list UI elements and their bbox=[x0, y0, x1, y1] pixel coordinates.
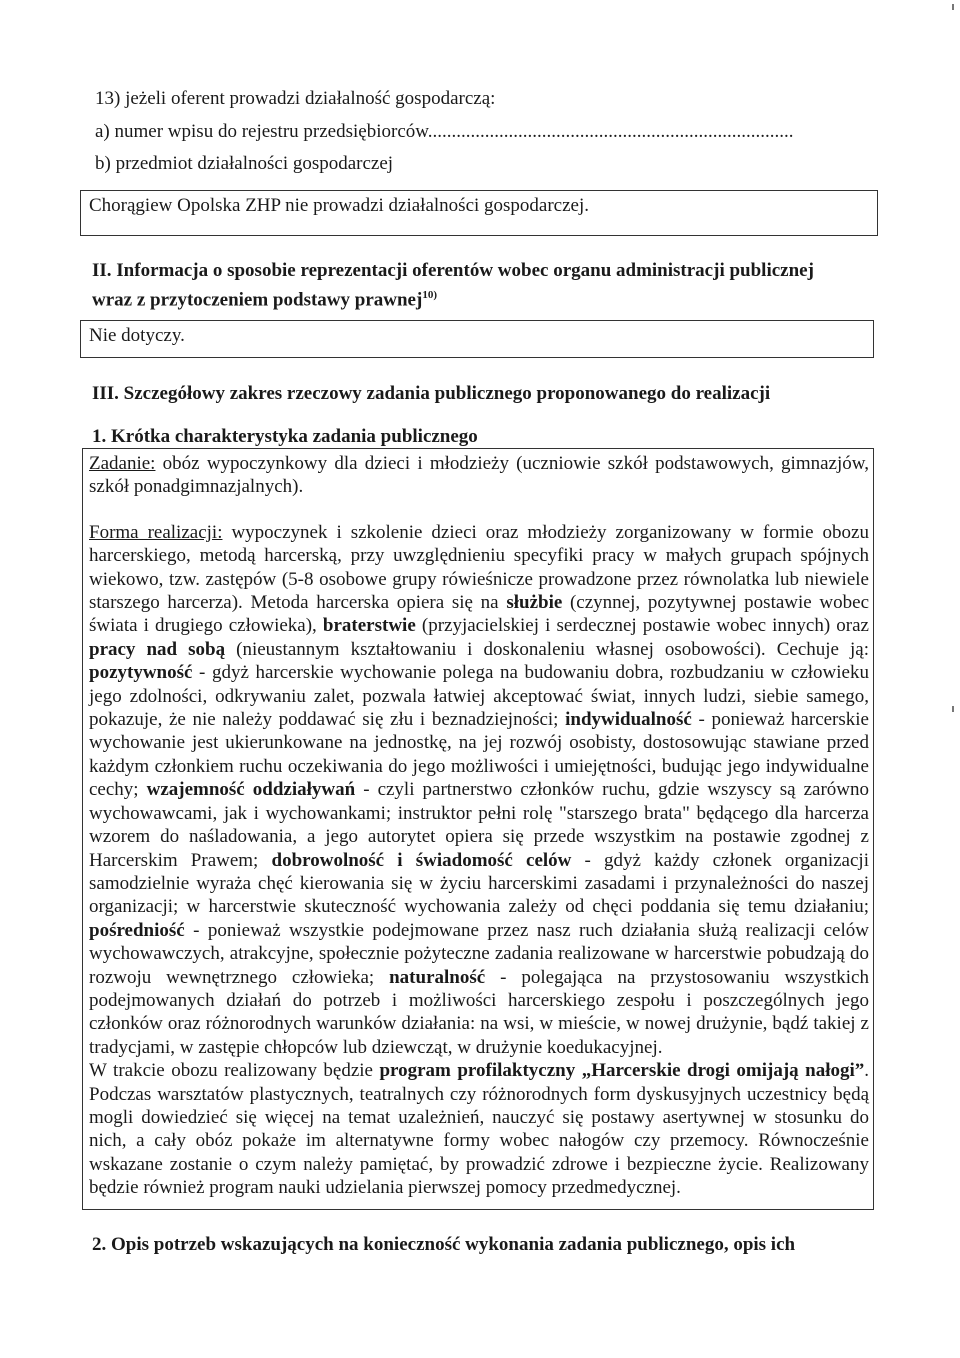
section2-title-line2: wraz z przytoczeniem podstawy prawnej bbox=[92, 289, 423, 311]
section3-title: III. Szczegółowy zakres rzeczowy zadania publicznego proponowanego do realizacji bbox=[92, 383, 771, 404]
forma-text-10: - polegająca na przystosowaniu wszystkich podejmowanych działań do potrzeb i możliwości harcerskiego zespołu i poszczególnych jego członków oraz różnorodnych warunków działania: na wsi, w mieście, w nowej drużynie, bądź takiej z tradycjami, w zastępie chłopców lub dziewcząt, w drużynie koedukacyjnej. bbox=[89, 966, 869, 1058]
program-text-2: . Podczas warsztatów plastycznych, teatralnych czy różnorodnych form dyskusyjnych uczestnicy będą mogli dowiedzieć się więcej na temat uzależnień, nauczyć się postawy asertywnej w stosunku do nich, a cały obóz pokaże im alternatywne formy wobec nałogów czy przemocy. Równocześnie wskazane zostanie o czym należy pamiętać, by prowadzić zdrowe i bezpieczne życie. Realizowany będzie również program nauki udzielania pierwszej pomocy przedmedycznej. bbox=[89, 1060, 870, 1199]
forma-bold-1: służbie bbox=[506, 592, 563, 614]
forma-label: Forma realizacji: bbox=[89, 521, 223, 543]
representation-box bbox=[80, 320, 874, 358]
forma-text-6: - ponieważ harcerskie wychowanie jest ukierunkowane na jednostkę, na jej rozwój osobisty, dostosowując stawiane przed każdym członkiem ruchu oczekiwania do jego możliwości i umiejętności, budując jego indywidualne cechy; bbox=[89, 709, 869, 801]
section2-title bbox=[92, 258, 814, 312]
forma-bold-8: pośredniość bbox=[89, 919, 185, 941]
forma-bold-5: indywidualność bbox=[565, 709, 692, 731]
zadanie-text: obóz wypoczynkowy dla dzieci i młodzieży (uczniowie szkół podstawowych, gimnazjów, szkół ponadgimnazjalnych). bbox=[89, 453, 869, 498]
scan-edge-mark bbox=[952, 706, 954, 712]
forma-text-9: - ponieważ wszystkie podejmowane przez nasz ruch działania służą realizacji celów wychowawczych, atrakcyjne, społecznie pożyteczne zadania realizowane w harcerstwie pobudzają do rozwoju wewnętrznego człowieka; bbox=[89, 919, 869, 988]
forma-text-5: - gdyż harcerskie wychowanie polega na budowaniu dobra, rozbudzaniu w człowieku jego zdolności, odkrywaniu zalet, pozwala łatwiej akceptować świat, innych ludzi, siebie samego, pokazuje, że nie należy poddawać się złu i beznadziejności; bbox=[89, 662, 869, 731]
program-bold-1: program profilaktyczny „Harcerskie drogi omijają nałogi” bbox=[379, 1060, 865, 1082]
task-description-box bbox=[82, 448, 874, 1210]
representation-text: Nie dotyczy. bbox=[89, 325, 185, 346]
item13-a: a) numer wpisu do rejestru przedsiębiorców............................................................................. bbox=[95, 121, 794, 142]
item13-intro: 13) jeżeli oferent prowadzi działalność gospodarczą: bbox=[95, 88, 496, 109]
forma-text-1: wypoczynek i szkolenie dzieci oraz młodzieży zorganizowany w formie obozu harcerskiego, metodą harcerską, przy uwzględnieniu specyfiki pracy w małych grupach spójnych wiekowo, tzw. zastępów (5-8 osobowe grupy rówieśnicze prowadzone przez równolatka lub niewiele starszego harcerza). Metoda harcerska opiera się na bbox=[89, 521, 869, 614]
section2-footnote: 10) bbox=[422, 289, 437, 301]
forma-bold-3: pracy nad sobą bbox=[89, 638, 226, 660]
forma-text-7: - czyli partnerstwo członków ruchu, gdzie wszyscy są zarówno wychowawcami, jak i wychowankami; instruktor pełni rolę "starszego brata" będącego dla harcerza wzorem do naśladowania, a jego autorytet opiera się przede wszystkim na postawie zgodnej z Harcerskim Prawem; bbox=[89, 779, 869, 871]
forma-text-3: (przyjacielskiej i serdecznej postawie wobec innych) oraz bbox=[415, 615, 869, 637]
forma-bold-2: braterstwie bbox=[322, 615, 416, 637]
task-forma-paragraph bbox=[89, 521, 869, 1059]
forma-text-8: - gdyż każdy członek organizacji samodzielnie wyraża chęć kierowania się w życiu harcerskimi zasadami i przynależności do naszej organizacji; w harcerstwie skuteczność wychowania zależy od chęci poddania się temu działaniu; bbox=[89, 849, 869, 918]
section3-sub2: 2. Opis potrzeb wskazujących na konieczność wykonania zadania publicznego, opis ich bbox=[92, 1234, 796, 1255]
forma-text-4: (nieustannym kształtowaniu i doskonaleniu własnej osobowości). Cechuje ją: bbox=[225, 638, 869, 660]
section3-sub1: 1. Krótka charakterystyka zadania publicznego bbox=[92, 426, 478, 447]
forma-bold-7: dobrowolność i świadomość celów bbox=[271, 849, 572, 871]
zadanie-label: Zadanie: bbox=[89, 453, 156, 474]
task-zadanie-paragraph bbox=[89, 452, 869, 499]
forma-bold-6: wzajemność oddziaływań bbox=[146, 779, 356, 801]
task-program-paragraph bbox=[89, 1059, 869, 1199]
item13-b: b) przedmiot działalności gospodarczej bbox=[95, 153, 394, 174]
forma-bold-9: naturalność bbox=[389, 966, 486, 988]
forma-bold-4: pozytywność bbox=[89, 662, 193, 684]
section2-title-line1: II. Informacja o sposobie reprezentacji oferentów wobec organu administracji publicznej bbox=[92, 260, 814, 281]
program-text-1: W trakcie obozu realizowany będzie bbox=[89, 1060, 380, 1082]
scan-edge-mark bbox=[952, 4, 954, 10]
forma-text-2: (czynnej, pozytywnej postawie wobec świata i drugiego człowieka), bbox=[89, 592, 870, 637]
business-activity-box bbox=[80, 190, 878, 236]
business-activity-text: Chorągiew Opolska ZHP nie prowadzi działalności gospodarczej. bbox=[89, 195, 590, 216]
